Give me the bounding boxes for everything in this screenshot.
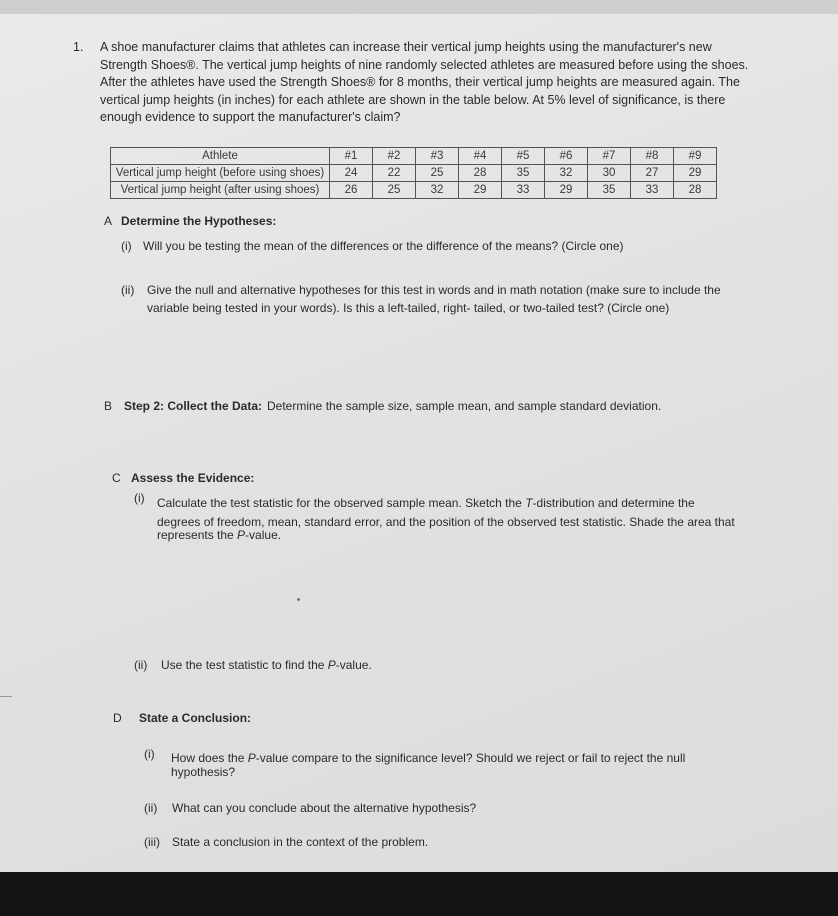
section-c-i-label: (i) — [134, 491, 145, 505]
question-number: 1. — [73, 40, 84, 54]
section-d-ii-label: (ii) — [144, 801, 158, 815]
section-a-i-text: Will you be testing the mean of the differences or the difference of the means? (Circle one) — [143, 239, 624, 253]
jump-height-table — [110, 147, 717, 199]
table-row — [111, 165, 717, 182]
section-d-i-text: How does the P-value compare to the significance level? Should we reject or fail to reject the null — [171, 751, 686, 765]
section-c-ii-label: (ii) — [134, 658, 148, 672]
section-c-i-text: Calculate the test statistic for the observed sample mean. Sketch the T-distribution and determine the — [157, 496, 695, 510]
section-b-title: Step 2: Collect the Data: — [124, 399, 263, 413]
question-line: enough evidence to support the manufacturer's claim? — [100, 110, 401, 124]
table-cell: #1 — [330, 148, 373, 165]
table-cell: #5 — [502, 148, 545, 165]
section-c-title: Assess the Evidence: — [131, 471, 255, 485]
row-label: Vertical jump height (before using shoes) — [111, 165, 330, 182]
table-cell: 25 — [373, 182, 416, 199]
section-d-i-label: (i) — [144, 747, 155, 761]
table-cell: 32 — [416, 182, 459, 199]
table-cell: #2 — [373, 148, 416, 165]
stray-mark — [297, 598, 300, 601]
table-cell: 32 — [545, 165, 588, 182]
table-cell: 33 — [631, 182, 674, 199]
section-b-letter: B — [104, 399, 113, 413]
question-line: After the athletes have used the Strength Shoes® for 8 months, their vertical jump heights are measured again. The — [100, 75, 740, 89]
section-c-i-text: represents the P-value. — [157, 528, 282, 542]
section-d-letter: D — [113, 711, 122, 725]
section-c-letter: C — [112, 471, 121, 485]
margin-mark — [0, 696, 12, 697]
table-row — [111, 148, 717, 165]
row-label: Vertical jump height (after using shoes) — [111, 182, 330, 199]
dark-background — [0, 872, 838, 916]
table-cell: #7 — [588, 148, 631, 165]
table-cell: 25 — [416, 165, 459, 182]
question-line: A shoe manufacturer claims that athletes can increase their vertical jump heights using the manufacturer's new — [100, 40, 712, 54]
table-cell: 35 — [588, 182, 631, 199]
table-cell: 29 — [674, 165, 717, 182]
table-cell: #9 — [674, 148, 717, 165]
question-text — [100, 39, 780, 127]
section-a-ii-text: Give the null and alternative hypotheses for this test in words and in math notation (make sure to include the — [147, 283, 721, 297]
table-cell: 29 — [459, 182, 502, 199]
row-label: Athlete — [111, 148, 330, 165]
section-b-text: Determine the sample size, sample mean, and sample standard deviation. — [267, 399, 662, 413]
table-cell: #3 — [416, 148, 459, 165]
section-a-ii-text: variable being tested in your words). Is this a left-tailed, right- tailed, or two-tailed test? (Circle one) — [147, 301, 670, 315]
section-d-iii-label: (iii) — [144, 835, 160, 849]
table-cell: 28 — [459, 165, 502, 182]
table-cell: 30 — [588, 165, 631, 182]
section-a-i-label: (i) — [121, 239, 132, 253]
table-cell: 22 — [373, 165, 416, 182]
table-cell: #8 — [631, 148, 674, 165]
table-cell: #6 — [545, 148, 588, 165]
table-cell: 35 — [502, 165, 545, 182]
section-a-ii-label: (ii) — [121, 283, 135, 297]
section-d-iii-text: State a conclusion in the context of the problem. — [172, 835, 429, 849]
table-cell: 26 — [330, 182, 373, 199]
table-row — [111, 182, 717, 199]
question-line: vertical jump heights (in inches) for each athlete are shown in the table below. At 5% level of significance, is there — [100, 92, 726, 107]
table-cell: 28 — [674, 182, 717, 199]
question-line: Strength Shoes®. The vertical jump heights of nine randomly selected athletes are measured before using the shoes. — [100, 57, 749, 72]
section-d-title: State a Conclusion: — [139, 711, 252, 725]
section-d-i-text: hypothesis? — [171, 765, 236, 779]
table-cell: 27 — [631, 165, 674, 182]
table-cell: 24 — [330, 165, 373, 182]
section-c-ii-text: Use the test statistic to find the P-value. — [161, 658, 372, 672]
section-a-title: Determine the Hypotheses: — [121, 214, 277, 228]
table-cell: #4 — [459, 148, 502, 165]
table-cell: 29 — [545, 182, 588, 199]
section-a-letter: A — [104, 214, 113, 228]
top-edge — [0, 0, 838, 14]
section-c-i-text: degrees of freedom, mean, standard error, and the position of the observed test statistic. Shade the area that — [157, 515, 735, 529]
table-cell: 33 — [502, 182, 545, 199]
section-d-ii-text: What can you conclude about the alternative hypothesis? — [172, 801, 477, 815]
